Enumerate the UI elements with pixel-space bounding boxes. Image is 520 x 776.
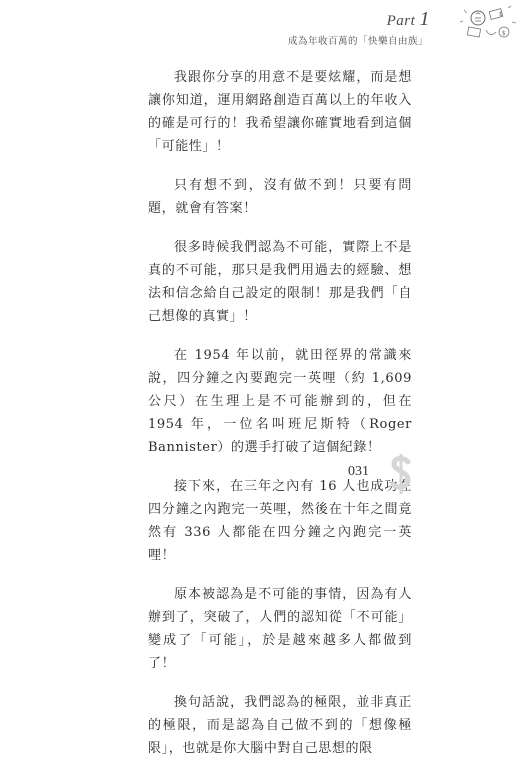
paragraph: 換句話說，我們認為的極限，並非真正的極限，而是認為自己做不到的「想像極限」，也就是你大腦中對自己思想的限 xyxy=(148,695,412,756)
part-number: 1 xyxy=(419,8,430,30)
dollar-sign-icon xyxy=(388,452,414,496)
paragraph: 在 1954 年以前，就田徑界的常識來說，四分鐘之內要跑完一英哩（約 1,609 公尺）在生理上是不可能辦到的，但在 1954 年，一位名叫班尼斯特（Roger Bannister）的選手打破了這個紀錄！ xyxy=(148,348,412,455)
part-word: Part xyxy=(386,13,416,29)
page-number: 031 xyxy=(348,464,369,479)
paragraph: 只有想不到，沒有做不到！只要有問題，就會有答案！ xyxy=(148,178,412,216)
paragraph: 接下來，在三年之內有 16 人也成功在四分鐘之內跑完一英哩，然後在十年之間竟然有 336 人都能在四分鐘之內跑完一英哩！ xyxy=(148,479,412,563)
svg-text:$: $ xyxy=(499,11,503,18)
money-doodle-icon xyxy=(456,2,520,48)
paragraph: 很多時候我們認為不可能，實際上不是真的不可能，那只是我們用過去的經驗、想法和信念給自己設定的限制！那是我們「自己想像的真實」！ xyxy=(148,240,412,324)
svg-text:$: $ xyxy=(502,30,506,37)
part-label xyxy=(288,8,430,31)
paragraph: 原本被認為是不可能的事情，因為有人辦到了，突破了，人們的認知從「不可能」變成了「可能」，於是越來越多人都做到了！ xyxy=(148,587,412,671)
paragraph: 我跟你分享的用意不是要炫耀，而是想讓你知道，運用網路創造百萬以上的年收入的確是可行的！我希望讓你確實地看到這個「可能性」！ xyxy=(148,70,412,154)
body-text xyxy=(148,66,412,776)
chapter-subtitle: 成為年收百萬的「快樂自由族」 xyxy=(287,36,428,47)
